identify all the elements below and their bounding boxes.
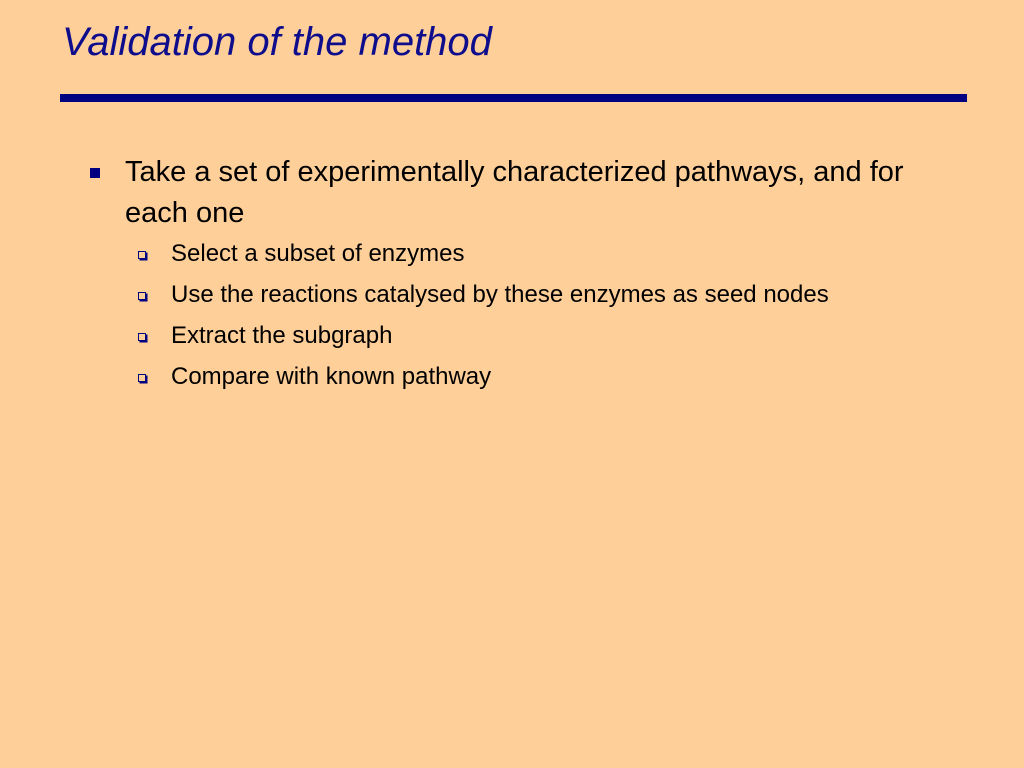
slide-title: Validation of the method bbox=[62, 20, 492, 64]
filled-square-bullet-icon bbox=[90, 168, 100, 178]
sub-bullet-item bbox=[0, 239, 1024, 269]
hollow-square-bullet-icon bbox=[138, 251, 146, 259]
sub-bullet-text: Extract the subgraph bbox=[171, 322, 393, 349]
hollow-square-bullet-icon bbox=[138, 292, 146, 300]
sub-bullet-list bbox=[0, 239, 1024, 392]
hollow-square-bullet-icon bbox=[138, 333, 146, 341]
hollow-square-bullet-icon bbox=[138, 374, 146, 382]
sub-bullet-text: Compare with known pathway bbox=[171, 363, 492, 390]
bullet-item-level1 bbox=[0, 152, 965, 234]
bullet-text: Take a set of experimentally characterized pathways, and for each one bbox=[125, 156, 904, 229]
sub-bullet-text: Select a subset of enzymes bbox=[171, 240, 465, 267]
sub-bullet-item bbox=[0, 362, 1024, 392]
sub-bullet-item bbox=[0, 321, 1024, 351]
title-underline-rule bbox=[60, 94, 967, 102]
sub-bullet-text: Use the reactions catalysed by these enzymes as seed nodes bbox=[171, 281, 829, 308]
slide-content bbox=[0, 152, 1024, 403]
sub-bullet-item bbox=[0, 280, 1024, 310]
